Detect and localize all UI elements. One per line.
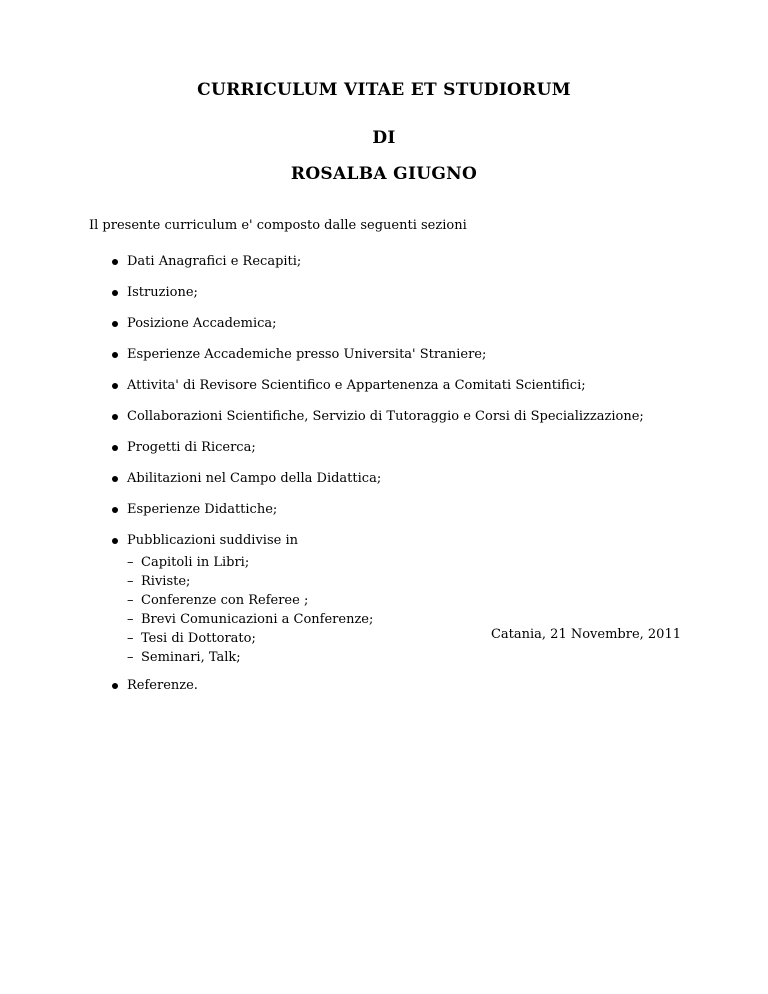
list-item [112, 377, 644, 408]
section-label: Dati Anagrafici e Recapiti; [127, 254, 302, 269]
section-label: Esperienze Didattiche; [127, 502, 278, 517]
sublist-label: Capitoli in Libri; [141, 555, 250, 570]
section-label: Abilitazioni nel Campo della Didattica; [127, 471, 382, 486]
section-label: Pubblicazioni suddivise in [127, 533, 298, 548]
title-connector: DI [372, 128, 396, 148]
section-label: Collaborazioni Scientifiche, Servizio di Tutoraggio e Corsi di Specializzazione; [127, 409, 644, 424]
dash-icon: – [127, 574, 134, 589]
list-item [112, 315, 644, 346]
section-label: Progetti di Ricerca; [127, 440, 256, 455]
sublist-label: Seminari, Talk; [141, 650, 241, 665]
bullet-icon [112, 538, 118, 544]
dash-icon: – [127, 631, 134, 646]
sublist-label: Brevi Comunicazioni a Conferenze; [141, 612, 374, 627]
section-label: Istruzione; [127, 285, 198, 300]
list-item [112, 439, 644, 470]
list-item [112, 470, 644, 501]
sublist-item [127, 592, 644, 611]
date-place-line: Catania, 21 Novembre, 2011 [490, 627, 681, 642]
bullet-icon [112, 352, 118, 358]
dash-icon: – [127, 593, 134, 608]
list-item [112, 253, 644, 284]
list-item [112, 677, 644, 708]
list-item [112, 346, 644, 377]
intro-paragraph: Il presente curriculum e' composto dalle seguenti sezioni [89, 218, 467, 233]
bullet-icon [112, 683, 118, 689]
bullet-icon [112, 259, 118, 265]
bullet-icon [112, 445, 118, 451]
bullet-icon [112, 321, 118, 327]
bullet-icon [112, 414, 118, 420]
sublist-item [127, 649, 644, 668]
dash-icon: – [127, 650, 134, 665]
bullet-icon [112, 383, 118, 389]
author-name: ROSALBA GIUGNO [290, 164, 478, 184]
publications-sublist [127, 554, 644, 668]
list-item [112, 284, 644, 315]
list-item [112, 501, 644, 532]
document-title: CURRICULUM VITAE ET STUDIORUM [197, 80, 571, 100]
bullet-icon [112, 476, 118, 482]
sublist-label: Riviste; [141, 574, 191, 589]
list-item [112, 408, 644, 439]
section-label: Attivita' di Revisore Scientifico e Appartenenza a Comitati Scientifici; [127, 378, 586, 393]
sublist-label: Conferenze con Referee ; [141, 593, 309, 608]
dash-icon: – [127, 612, 134, 627]
bullet-icon [112, 507, 118, 513]
sublist-item [127, 573, 644, 592]
section-label: Esperienze Accademiche presso Universita' Straniere; [127, 347, 487, 362]
section-label: Referenze. [127, 678, 198, 693]
list-item-publications [112, 532, 644, 668]
bullet-icon [112, 290, 118, 296]
dash-icon: – [127, 555, 134, 570]
sublist-item [127, 554, 644, 573]
sublist-label: Tesi di Dottorato; [141, 631, 256, 646]
section-label: Posizione Accademica; [127, 316, 277, 331]
